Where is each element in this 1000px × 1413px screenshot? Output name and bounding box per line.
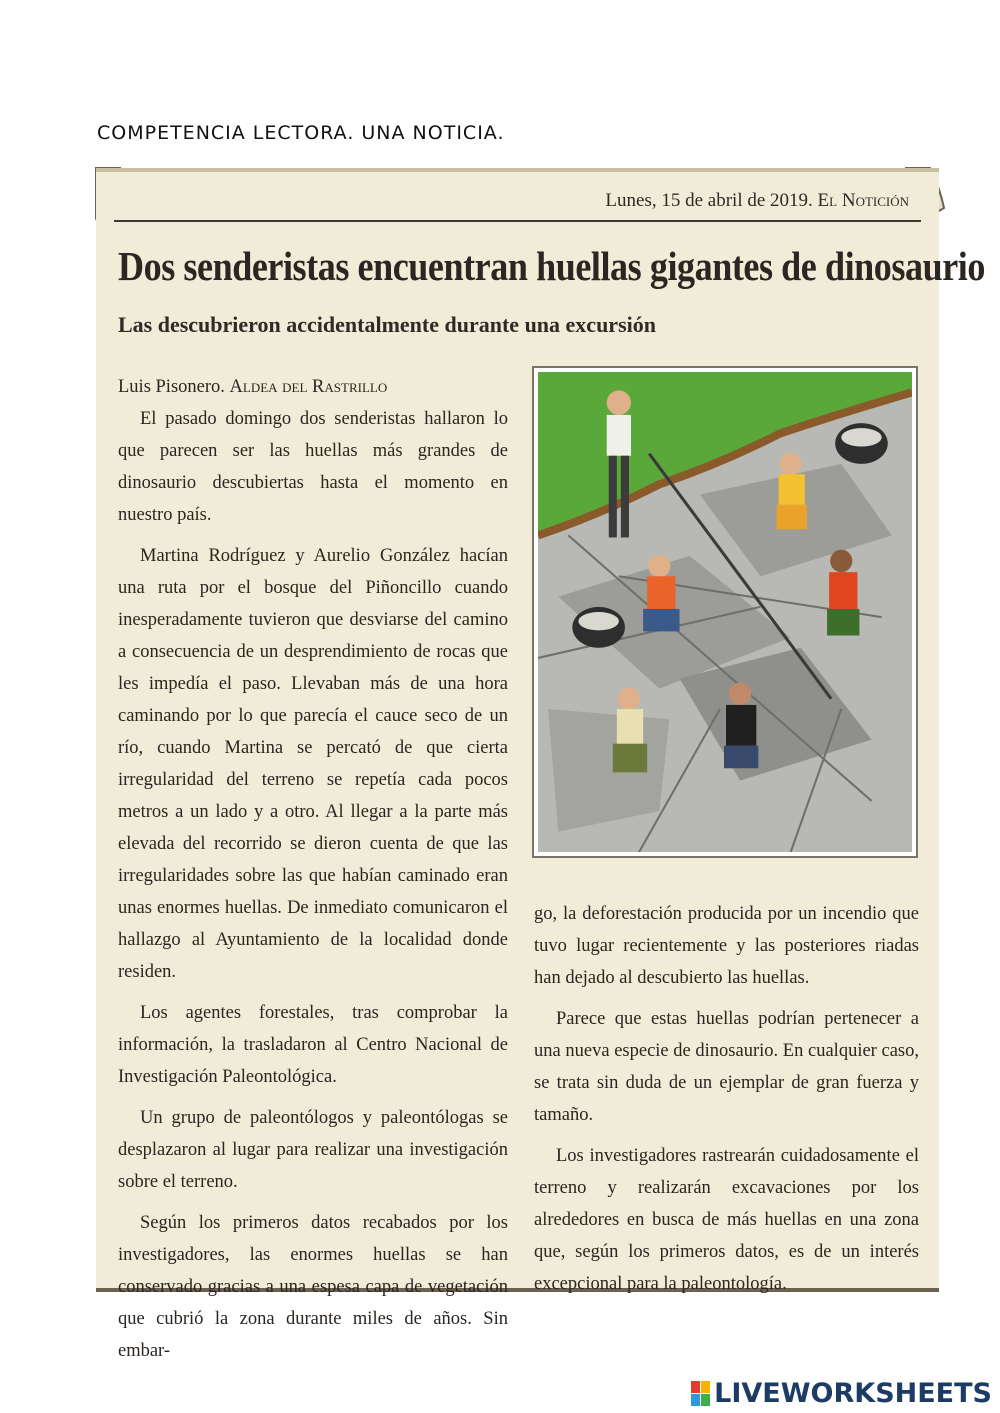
news-date: Lunes, 15 de abril de 2019. (605, 190, 813, 211)
article-paragraph: Según los primeros datos recabados por los investigadores, las enormes huellas se han conservado gracias a una espesa capa de vegetación que cubrió la zona durante miles de años. Sin embar- (118, 1213, 508, 1361)
byline-place: Aldea del Rastrillo (229, 377, 388, 397)
header-rule (114, 220, 921, 222)
article-paragraph: El pasado domingo dos senderistas hallaron lo que parecen ser las huellas más grandes de dinosaurio descubiertas hasta el momento en nuestro país. (118, 409, 508, 525)
newspaper-clipping (96, 168, 985, 1361)
liveworksheets-logo-icon (691, 1381, 710, 1406)
article-paragraph: Un grupo de paleontólogos y paleontólogas se desplazaron al lugar para realizar una investigación sobre el terreno. (118, 1108, 508, 1192)
article-column-right (534, 898, 919, 1309)
article-paragraph: go, la deforestación producida por un incendio que tuvo lugar recientemente y las posteriores riadas han dejado al descubierto las huellas. (534, 904, 919, 988)
headline: Dos senderistas encuentran huellas gigantes de dinosaurio (118, 243, 985, 289)
article-paragraph: Los agentes forestales, tras comprobar la información, la trasladaron al Centro Nacional de Investigación Paleontológica. (118, 1003, 508, 1087)
page-heading: COMPETENCIA LECTORA. UNA NOTICIA. (97, 122, 505, 144)
article-paragraph: Parece que estas huellas podrían pertenecer a una nueva especie de dinosaurio. En cualquier caso, se trata sin duda de un ejemplar de gran fuerza y tamaño. (534, 1009, 919, 1125)
article-paragraph: Los investigadores rastrearán cuidadosamente el terreno y realizarán excavaciones por los alrededores en busca de más huellas en una zona que, según los primeros datos, es de un interés excepcional para la paleontología. (534, 1146, 919, 1294)
dateline (605, 190, 909, 212)
article-paragraph: Martina Rodríguez y Aurelio González hacían una ruta por el bosque del Piñoncillo cuando inesperadamente tuvieron que desviarse del camino a consecuencia de un desprendimiento de rocas que les impedía el paso. Llevaban más de una hora caminando por lo que parecía el cauce seco de un río, cuando Martina se percató de que cierta irregularidad del terreno se repetía cada pocos metros a un lado y a otro. Al llegar a la parte más elevada del recorrido se dieron cuenta de que las irregularidades sobre las que habían caminado eran unas enormes huellas. De inmediato comunicaron el hallazgo al Ayuntamiento de la localidad donde residen. (118, 546, 508, 982)
byline (118, 371, 508, 403)
excavation-illustration-icon (538, 372, 912, 852)
byline-author: Luis Pisonero. (118, 377, 225, 397)
logo-text: LIVEWORKSHEETS (714, 1378, 992, 1409)
article-photo (532, 366, 918, 858)
subheadline: Las descubrieron accidentalmente durante una excursión (118, 312, 656, 337)
newspaper-name: El Notición (817, 190, 909, 211)
article-column-left (118, 371, 508, 1376)
liveworksheets-logo[interactable] (691, 1378, 992, 1409)
